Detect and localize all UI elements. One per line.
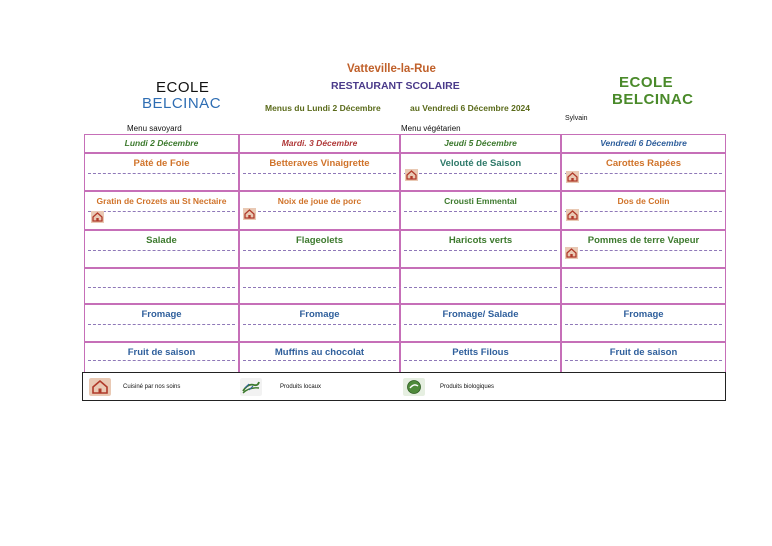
day-header-tuesday xyxy=(239,134,400,153)
day-label: Vendredi 6 Décembre xyxy=(600,138,687,148)
menu-cell-main xyxy=(239,191,400,230)
dish-label: Noix de joue de porc xyxy=(277,196,362,206)
dashed-divider xyxy=(88,360,235,361)
homemade-icon xyxy=(566,209,579,221)
dashed-divider xyxy=(88,250,235,251)
dish-label: Salade xyxy=(146,235,177,246)
dish-label: Flageolets xyxy=(296,235,343,246)
dish-label: Crousti Emmental xyxy=(444,196,517,206)
dish-label: Fruit de saison xyxy=(609,347,678,358)
menu-cell-starter xyxy=(239,153,400,191)
dashed-divider xyxy=(243,287,396,288)
dashed-divider xyxy=(565,250,722,251)
dish-label: Fromage xyxy=(623,309,664,320)
menu-cell-cheese xyxy=(400,304,561,342)
day-header-monday xyxy=(84,134,239,153)
menu-cell-empty xyxy=(400,268,561,304)
school-subtitle-right: BELCINAC xyxy=(612,91,694,108)
day-header-thursday xyxy=(400,134,561,153)
menu-cell-main xyxy=(561,191,726,230)
dish-label: Fruit de saison xyxy=(127,347,196,358)
menu-cell-side xyxy=(561,230,726,268)
menu-cell-side xyxy=(400,230,561,268)
dashed-divider xyxy=(88,211,235,212)
menu-cell-cheese xyxy=(239,304,400,342)
dashed-divider xyxy=(565,211,722,212)
day-label: Mardi. 3 Décembre xyxy=(281,138,358,148)
legend-bar xyxy=(82,372,726,401)
menu-dates-from: Menus du Lundi 2 Décembre xyxy=(265,103,381,113)
dish-label: Dos de Colin xyxy=(617,196,670,206)
dish-label: Muffins au chocolat xyxy=(274,347,365,358)
day-label: Lundi 2 Décembre xyxy=(124,138,199,148)
author-label: Sylvain xyxy=(565,115,588,122)
school-subtitle-left: BELCINAC xyxy=(142,95,222,112)
menu-cell-dessert xyxy=(400,342,561,374)
dashed-divider xyxy=(565,287,722,288)
homemade-icon xyxy=(565,247,578,259)
homemade-icon xyxy=(91,211,104,223)
school-title-left: ECOLE xyxy=(156,79,210,96)
legend-organic-label: Produits biologiques xyxy=(440,384,495,390)
dashed-divider xyxy=(565,324,722,325)
dashed-divider xyxy=(243,360,396,361)
dish-label: Fromage xyxy=(141,309,182,320)
organic-products-icon xyxy=(403,378,425,396)
menu-cell-side xyxy=(84,230,239,268)
savoyard-label: Menu savoyard xyxy=(127,124,182,133)
homemade-icon xyxy=(566,171,579,183)
school-name-left xyxy=(142,79,222,112)
menu-cell-empty xyxy=(239,268,400,304)
dashed-divider xyxy=(243,173,396,174)
day-label: Jeudi 5 Décembre xyxy=(444,138,517,148)
dashed-divider xyxy=(565,173,722,174)
dashed-divider xyxy=(404,360,557,361)
dashed-divider xyxy=(243,324,396,325)
dashed-divider xyxy=(404,287,557,288)
dish-label: Gratin de Crozets au St Nectaire xyxy=(96,196,227,206)
dish-label: Pâté de Foie xyxy=(133,158,190,169)
dashed-divider xyxy=(404,211,557,212)
dashed-divider xyxy=(243,250,396,251)
dish-label: Petits Filous xyxy=(452,347,509,358)
dashed-divider xyxy=(88,287,235,288)
dashed-divider xyxy=(88,324,235,325)
dashed-divider xyxy=(243,211,396,212)
dish-label: Haricots verts xyxy=(448,235,513,246)
homemade-icon xyxy=(89,378,111,396)
school-title-right: ECOLE xyxy=(619,74,674,91)
dashed-divider xyxy=(404,324,557,325)
homemade-icon xyxy=(405,169,418,181)
menu-cell-dessert xyxy=(84,342,239,374)
menu-grid xyxy=(84,134,726,374)
menu-cell-dessert xyxy=(239,342,400,374)
dish-label: Fromage xyxy=(299,309,340,320)
menu-cell-starter xyxy=(561,153,726,191)
dish-label: Pommes de terre Vapeur xyxy=(587,235,700,246)
town-name: Vatteville-la-Rue xyxy=(347,63,436,75)
restaurant-title: RESTAURANT SCOLAIRE xyxy=(331,80,460,92)
dashed-divider xyxy=(404,250,557,251)
menu-cell-cheese xyxy=(84,304,239,342)
menu-cell-main xyxy=(400,191,561,230)
menu-cell-empty xyxy=(84,268,239,304)
homemade-icon xyxy=(243,208,256,220)
school-name-right xyxy=(612,74,694,108)
menu-cell-starter xyxy=(400,153,561,191)
menu-cell-empty xyxy=(561,268,726,304)
menu-cell-starter xyxy=(84,153,239,191)
dashed-divider xyxy=(404,173,557,174)
menu-cell-dessert xyxy=(561,342,726,374)
day-header-friday xyxy=(561,134,726,153)
dashed-divider xyxy=(88,173,235,174)
legend-homemade-label: Cuisiné par nos soins xyxy=(123,384,181,390)
menu-cell-side xyxy=(239,230,400,268)
menu-cell-main xyxy=(84,191,239,230)
menu-dates-to: au Vendredi 6 Décembre 2024 xyxy=(410,103,531,113)
dish-label: Carottes Rapées xyxy=(606,158,681,169)
menu-cell-cheese xyxy=(561,304,726,342)
local-products-icon xyxy=(240,378,262,396)
vegetarian-label: Menu végétarien xyxy=(401,124,461,133)
dish-label: Betteraves Vinaigrette xyxy=(269,158,370,169)
dish-label: Velouté de Saison xyxy=(439,158,522,169)
legend-local-label: Produits locaux xyxy=(280,384,322,390)
dashed-divider xyxy=(565,360,722,361)
dish-label: Fromage/ Salade xyxy=(442,309,519,320)
